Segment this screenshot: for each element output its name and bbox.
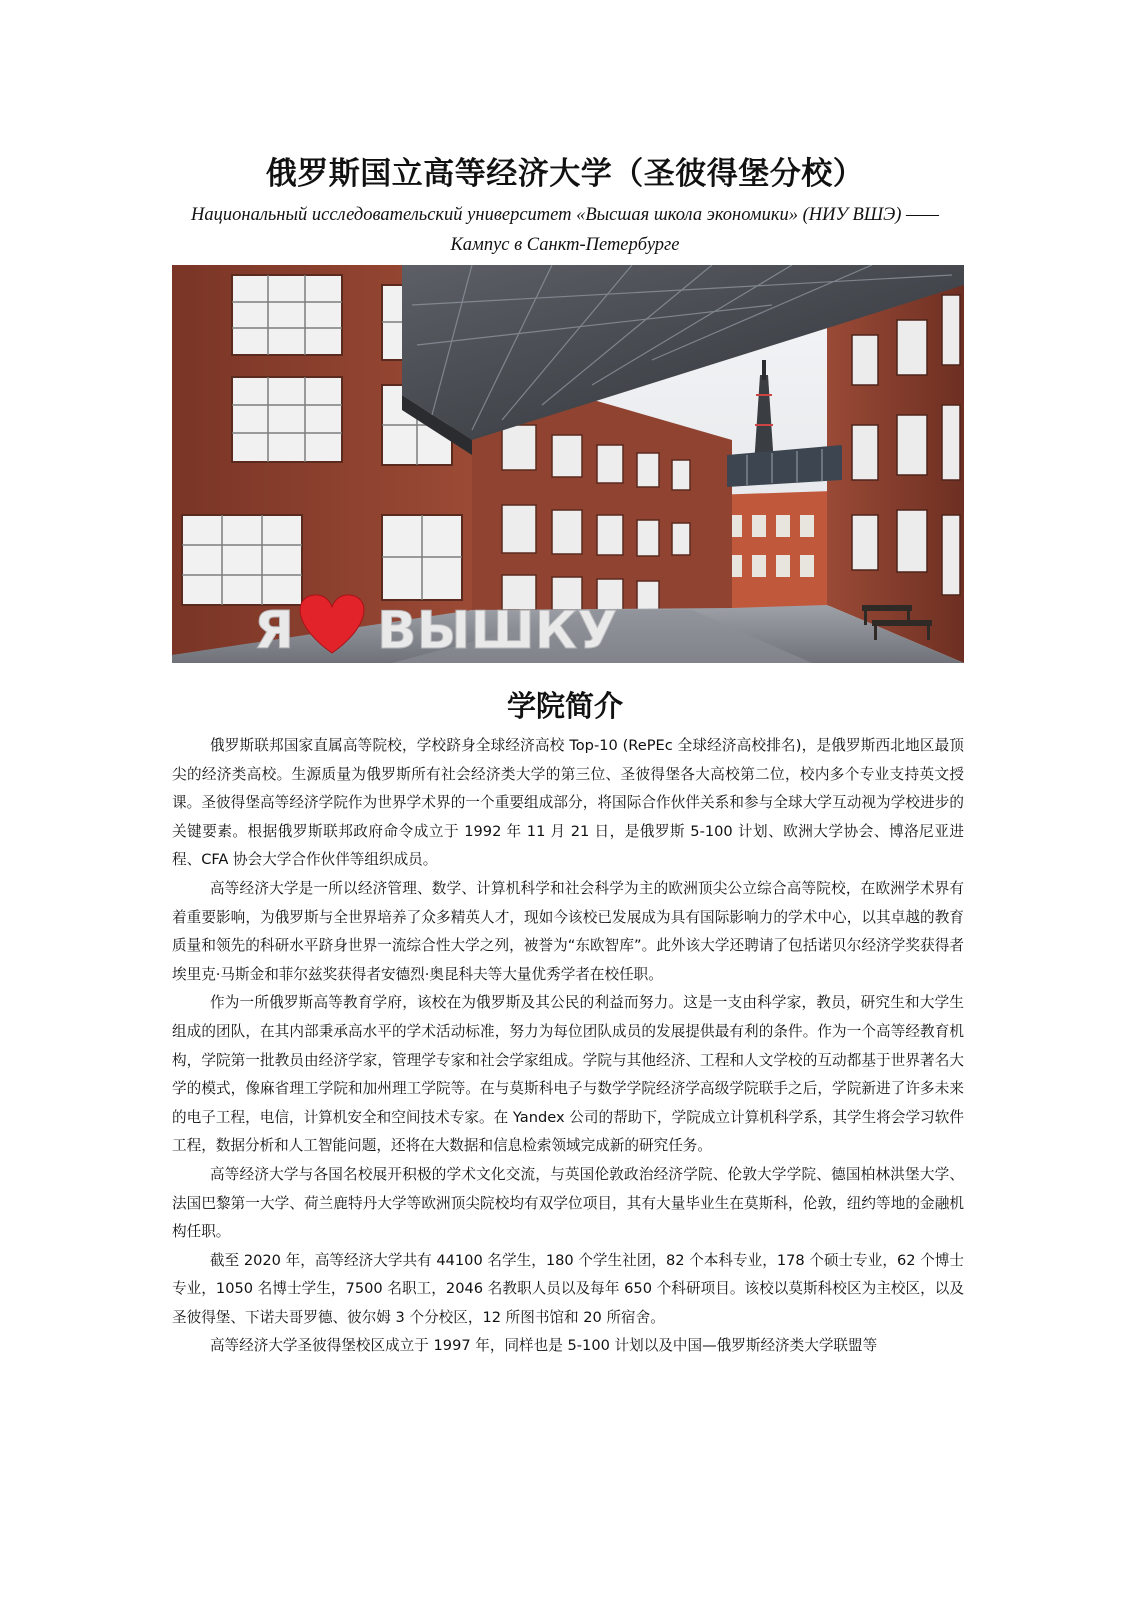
section-heading: 学院简介 [506,689,623,723]
body-text [172,732,964,1361]
document-title: 俄罗斯国立高等经济大学（圣彼得堡分校） [265,156,865,192]
campus-courtyard-photo [172,265,964,663]
paragraph: 高等经济大学与各国名校展开积极的学术文化交流，与英国伦敦政治经济学院、伦敦大学学院、德国柏林洪堡大学、法国巴黎第一大学、荷兰鹿特丹大学等欧洲顶尖院校均有双学位项目，其有大量毕业生在莫斯科，伦敦，纽约等地的金融机构任职。 [172,1165,964,1241]
paragraph: 高等经济大学是一所以经济管理、数学、计算机科学和社会科学为主的欧洲顶尖公立综合高等院校，在欧洲学术界有着重要影响，为俄罗斯与全世界培养了众多精英人才，现如今该校已发展成为具有国际影响力的学术中心，以其卓越的教育质量和领先的科研水平跻身世界一流综合性大学之列，被誉为“东欧智库”。此外该大学还聘请了包括诺贝尔经济学奖获得者埃里克·马斯金和菲尔兹奖获得者安德烈·奥昆科夫等大量优秀学者在校任职。 [172,879,964,983]
paragraph: 俄罗斯联邦国家直属高等院校，学校跻身全球经济高校 Top-10 (RePEc 全球经济高校排名)，是俄罗斯西北地区最顶尖的经济类高校。生源质量为俄罗斯所有社会经济类大学的第三位、圣彼得堡各大高校第二位，校内多个专业支持英文授课。圣彼得堡高等经济学院作为世界学术界的一个重要组成部分，将国际合作伙伴关系和参与全球大学互动视为学校进步的关键要素。根据俄罗斯联邦政府命令成立于 1992 年 11 月 21 日，是俄罗斯 5-100 计划、欧洲大学协会、博洛尼亚进程、CFA 协会大学合作伙伴等组织成员。 [172,737,964,869]
paragraph: 截至 2020 年，高等经济大学共有 44100 名学生，180 个学生社团，82 个本科专业，178 个硕士专业，62 个博士专业，1050 名博士学生，7500 名职工，2046 名教职人员以及每年 650 个科研项目。该校以莫斯科校区为主校区，以及圣彼得堡、下诺夫哥罗德、彼尔姆 3 个分校区，12 所图书馆和 20 所宿舍。 [172,1251,964,1326]
paragraph: 高等经济大学圣彼得堡校区成立于 1997 年，同样也是 5-100 计划以及中国—俄罗斯经济类大学联盟等 [209,1337,878,1355]
sign-letter-ya: Я [254,601,295,661]
sign-word-vyshku: ВЫШКУ [377,601,618,661]
document-subtitle: Национальный исследовательский университет «Высшая школа экономики» (НИУ ВШЭ) —— Кампус в Санкт-Петербурге [191,205,939,255]
paragraph: 作为一所俄罗斯高等教育学府，该校在为俄罗斯及其公民的利益而努力。这是一支由科学家，教员，研究生和大学生组成的团队，在其内部秉承高水平的学术活动标准，努力为每位团队成员的发展提供最有利的条件。作为一个高等经教育机构，学院第一批教员由经济学家，管理学专家和社会学家组成。学院与其他经济、工程和人文学校的互动都基于世界著名大学的模式，像麻省理工学院和加州理工学院等。在与莫斯科电子与数学学院经济学高级学院联手之后，学院新进了许多未来的电子工程，电信，计算机安全和空间技术专家。在 Yandex 公司的帮助下，学院成立计算机科学系，其学生将会学习软件工程，数据分析和人工智能问题，还将在大数据和信息检索领域完成新的研究任务。 [172,994,964,1155]
